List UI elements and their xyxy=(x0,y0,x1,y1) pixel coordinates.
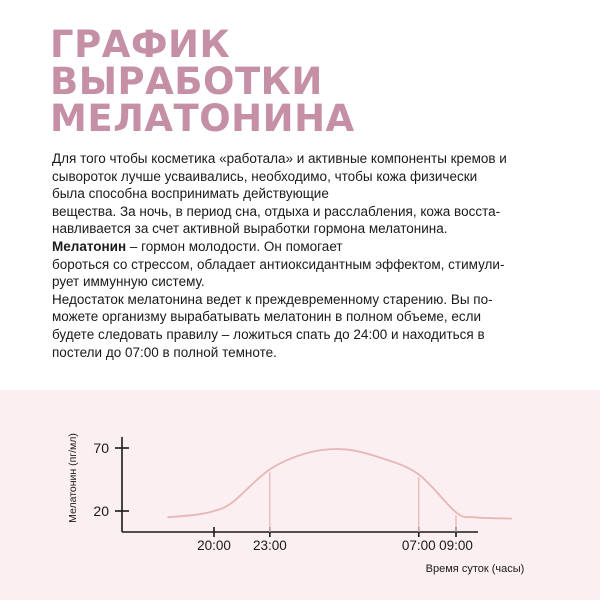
title-line-3: МЕЛАТОНИНА xyxy=(50,97,355,140)
text-line: вещества. За ночь, в период сна, отдыха и расслабления, кожа восста- xyxy=(52,203,501,219)
y-tick-label: 70 xyxy=(93,440,109,456)
text-line: рует иммунную систему. xyxy=(52,274,205,290)
x-tick-label: 20:00 xyxy=(197,538,231,553)
x-tick-label: 07:00 xyxy=(401,538,436,553)
title-line-1: ГРАФИК xyxy=(50,23,231,66)
text-line: бороться со стрессом, обладает антиоксидантным эффектом, стимули- xyxy=(52,256,505,272)
text-line: Для того чтобы косметика «работала» и активные компоненты кремов и xyxy=(52,151,507,166)
text-line: можете организму вырабатывать мелатонин в полном объеме, если xyxy=(52,309,482,325)
text-line: Недостаток мелатонина ведет к преждевременному старению. Вы по- xyxy=(52,291,493,307)
melatonin-curve xyxy=(168,449,512,519)
text-line: была способна воспринимать действующие xyxy=(52,186,329,202)
y-axis-label: Мелатонин (пг/мл) xyxy=(67,433,79,523)
x-axis-label: Время суток (часы) xyxy=(425,563,525,575)
x-tick-label: 09:00 xyxy=(439,538,473,553)
melatonin-definition: – гормон молодости. Он помогает xyxy=(126,238,343,254)
text-line: будете следовать правилу – ложиться спать до 24:00 и находиться в xyxy=(52,326,485,342)
x-tick-label: 23:00 xyxy=(252,538,287,553)
text-line: навливается за счет активной выработки гормона мелатонина. xyxy=(52,221,448,237)
melatonin-term: Мелатонин xyxy=(52,238,127,254)
y-tick-label: 20 xyxy=(93,503,109,519)
text-line: сывороток лучше усваивались, необходимо, чтобы кожа физически xyxy=(52,168,478,184)
text-line: постели до 07:00 в полной темноте. xyxy=(52,344,277,360)
title-line-2: ВЫРАБОТКИ xyxy=(50,60,323,103)
